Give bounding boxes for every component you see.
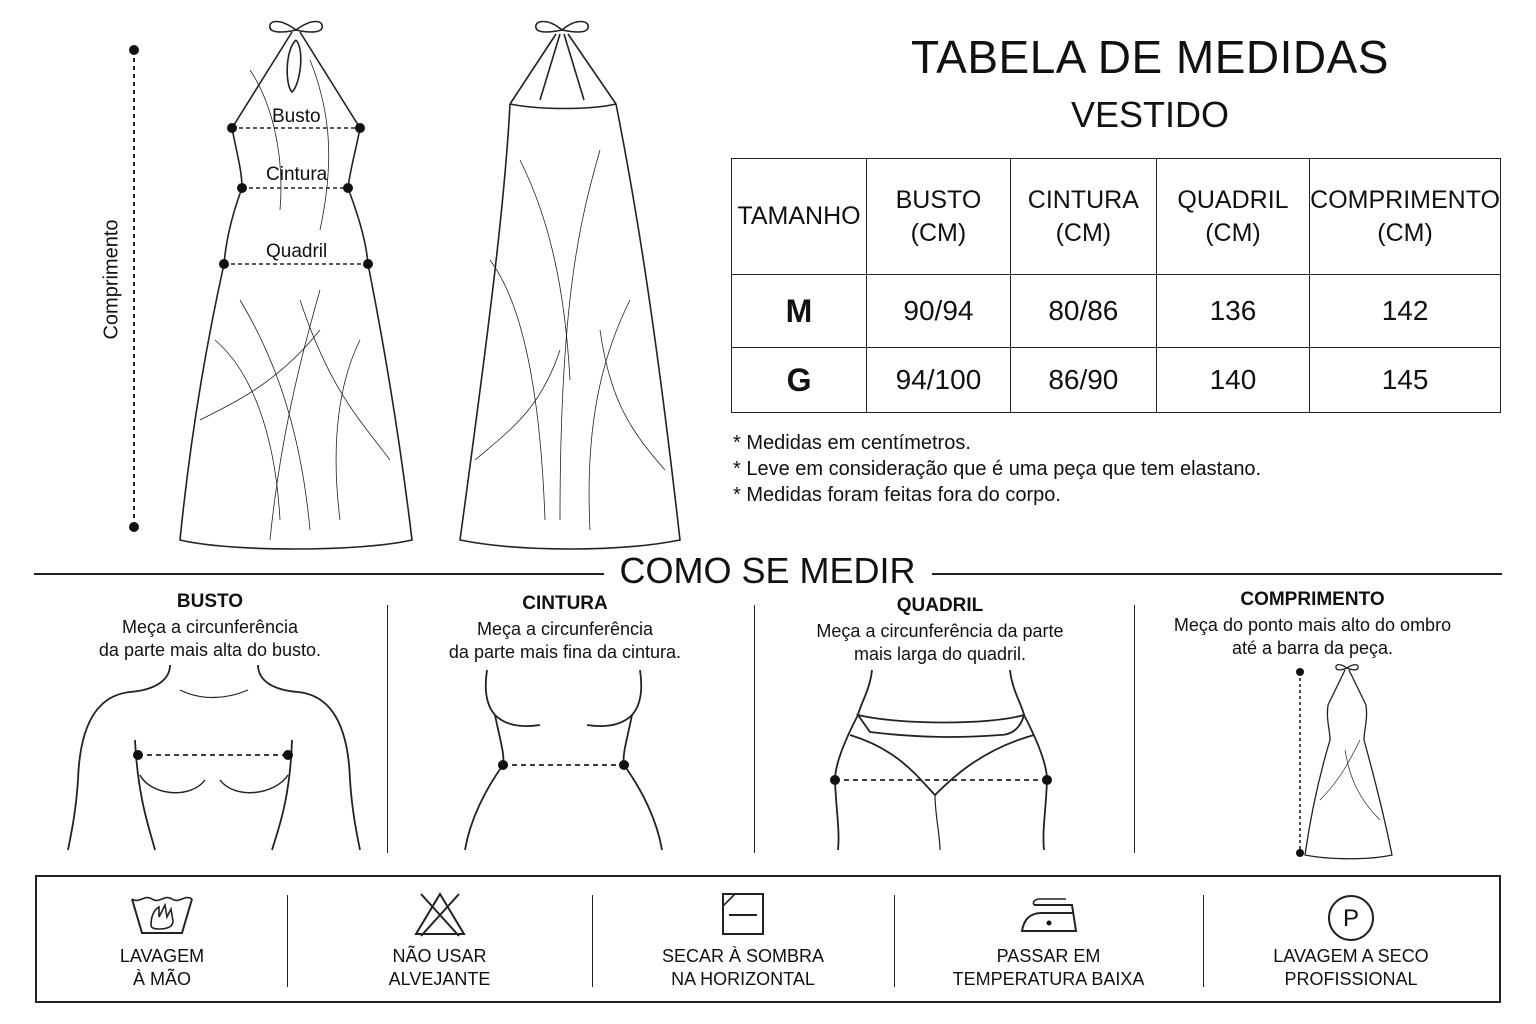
dress-back-illustration [450,10,690,555]
care-item-dry-clean [1203,877,1499,1001]
measure-comprimento [1140,589,1485,660]
quadril-cell: 140 [1156,348,1309,413]
label-quadril: Quadril [266,241,328,262]
length-measure-figure [1290,660,1410,860]
quadril-cell: 136 [1156,275,1309,348]
measure-desc: Meça a circunferência [476,619,654,639]
measure-desc: Meça a circunferência da parte [816,621,1064,641]
care-instructions-box [35,875,1501,1003]
bust-measure-figure [60,660,370,855]
hand-wash-icon [129,891,195,937]
busto-cell: 90/94 [867,275,1011,348]
column-divider [1134,605,1135,853]
table-row [732,348,1501,413]
measure-desc: da parte mais fina da cintura. [448,642,682,662]
size-table [731,158,1501,413]
measure-title: QUADRIL [896,595,984,616]
care-item-no-bleach [287,877,592,1001]
measure-title: CINTURA [522,593,608,614]
divider-line [34,573,604,575]
measure-desc: Meça do ponto mais alto do ombro [1173,615,1452,635]
professional-dry-clean-icon [1326,893,1376,943]
care-label-line: ALVEJANTE [388,969,491,989]
measure-desc: até a barra da peça. [1231,638,1394,658]
size-cell: G [732,348,867,413]
header-comprimento: COMPRIMENTO (CM) [1310,159,1501,275]
column-divider [754,605,755,853]
care-label-line: PASSAR EM [996,946,1101,966]
comprimento-cell: 145 [1310,348,1501,413]
no-bleach-icon [413,891,467,937]
header-quadril: QUADRIL (CM) [1156,159,1309,275]
care-label-line: À MÃO [132,969,191,989]
how-to-measure-title: COMO SE MEDIR [619,550,916,591]
note-line: * Medidas em centímetros. [733,432,971,454]
hip-measure-figure [825,665,1065,855]
care-label-line: LAVAGEM A SECO [1273,946,1429,966]
table-header-row [732,159,1501,275]
measure-title: COMPRIMENTO [1240,589,1385,610]
care-label-line: NÃO USAR [392,946,487,966]
measure-busto [60,591,360,662]
page-subtitle: VESTIDO [1070,94,1230,135]
care-label-line: TEMPERATURA BAIXA [952,969,1145,989]
measure-quadril [790,595,1090,666]
waist-measure-figure [455,665,670,855]
header-cintura: CINTURA (CM) [1010,159,1156,275]
label-comprimento: Comprimento [100,219,123,340]
care-label-line: SECAR À SOMBRA [661,946,825,966]
measure-desc: da parte mais alta do busto. [98,640,322,660]
comprimento-cell: 142 [1310,275,1501,348]
cintura-cell: 80/86 [1010,275,1156,348]
column-divider [387,605,388,853]
page-title: TABELA DE MEDIDAS [910,31,1389,83]
measure-desc: mais larga do quadril. [853,644,1027,664]
busto-cell: 94/100 [867,348,1011,413]
care-item-dry-flat-shade [592,877,894,1001]
dry-flat-shade-icon [720,891,766,937]
note-line: * Leve em consideração que é uma peça que tem elastano. [733,458,1262,480]
table-row [732,275,1501,348]
care-label-line: NA HORIZONTAL [671,969,815,989]
note-line: * Medidas foram feitas fora do corpo. [733,484,1061,506]
cintura-cell: 86/90 [1010,348,1156,413]
dress-front-illustration [90,10,420,555]
iron-low-icon [1016,891,1082,937]
dry-clean-glyph: P [1342,905,1360,932]
header-tamanho: TAMANHO [732,159,867,275]
size-cell: M [732,275,867,348]
care-item-hand-wash [37,877,287,1001]
measure-title: BUSTO [176,591,244,612]
label-cintura: Cintura [266,164,328,185]
measure-cintura [415,593,715,664]
care-item-iron-low [894,877,1203,1001]
header-busto: BUSTO (CM) [867,159,1011,275]
notes [733,430,1261,508]
care-label-line: PROFISSIONAL [1284,969,1418,989]
measure-desc: Meça a circunferência [121,617,299,637]
divider-line [932,573,1502,575]
label-busto: Busto [272,106,321,127]
care-label-line: LAVAGEM [119,946,205,966]
